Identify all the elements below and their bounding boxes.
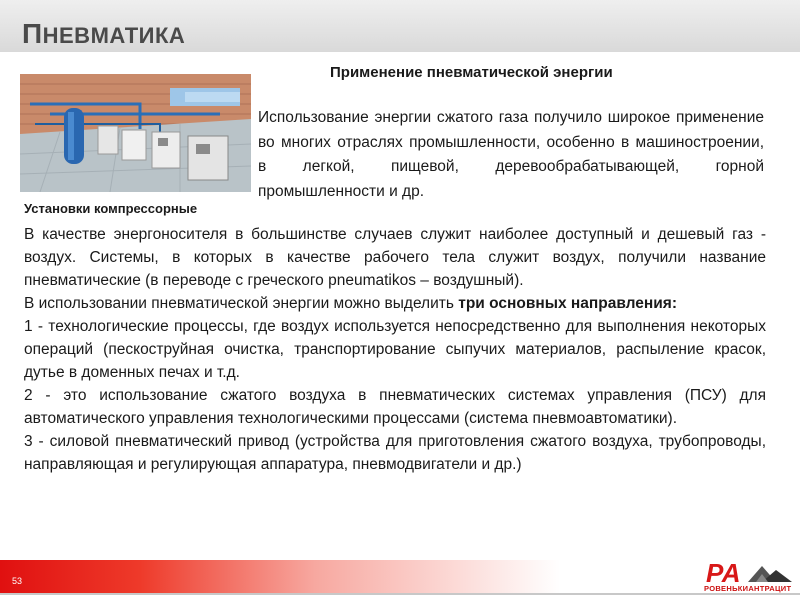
footer-band: [0, 560, 700, 593]
svg-text:РА: РА: [706, 558, 741, 588]
paragraph: 3 - силовой пневматический привод (устройства для приготовления сжатого воздуха, трубопроводы, направляющая и регулирующая аппаратура, пневмодвигатели и др.): [24, 433, 766, 473]
compressor-room-photo: [20, 74, 251, 192]
paragraph: В использовании пневматической энергии можно выделить три основных направления:: [24, 295, 678, 312]
slide-number: 53: [12, 576, 23, 586]
body-text: [24, 223, 766, 476]
paragraph: В качестве энергоносителя в большинстве случаев служит наиболее доступный и дешевый газ - воздух. Системы, в которых в качестве рабочего тела служит воздух, получили название пневматические (в переводе с греческого pneumatikos – воздушный).: [24, 226, 766, 289]
slide-title: ПНЕВМАТИКА: [22, 18, 186, 49]
section-heading: Применение пневматической энергии: [330, 64, 613, 81]
paragraph: 2 - это использование сжатого воздуха в пневматических системах управления (ПСУ) для автоматического управления технологическими процессами (система пневмоавтоматики).: [24, 387, 766, 427]
intro-paragraph: Использование энергии сжатого газа получило широкое применение во многих отраслях промышленности, особенно в машиностроении, в легкой, пищевой, деревообрабатывающей, горной промышленности и др.: [258, 109, 764, 200]
logo-text: РОВЕНЬКИАНТРАЦИТ: [704, 584, 792, 593]
footer-divider: [0, 593, 800, 595]
photo-caption: Установки компрессорные: [24, 201, 198, 216]
paragraph: 1 - технологические процессы, где воздух используется непосредственно для выполнения некоторых операций (пескоструйная очистка, транспортирование сыпучих материалов, распыление красок, дутье в доменных печах и т.д.: [24, 318, 766, 381]
